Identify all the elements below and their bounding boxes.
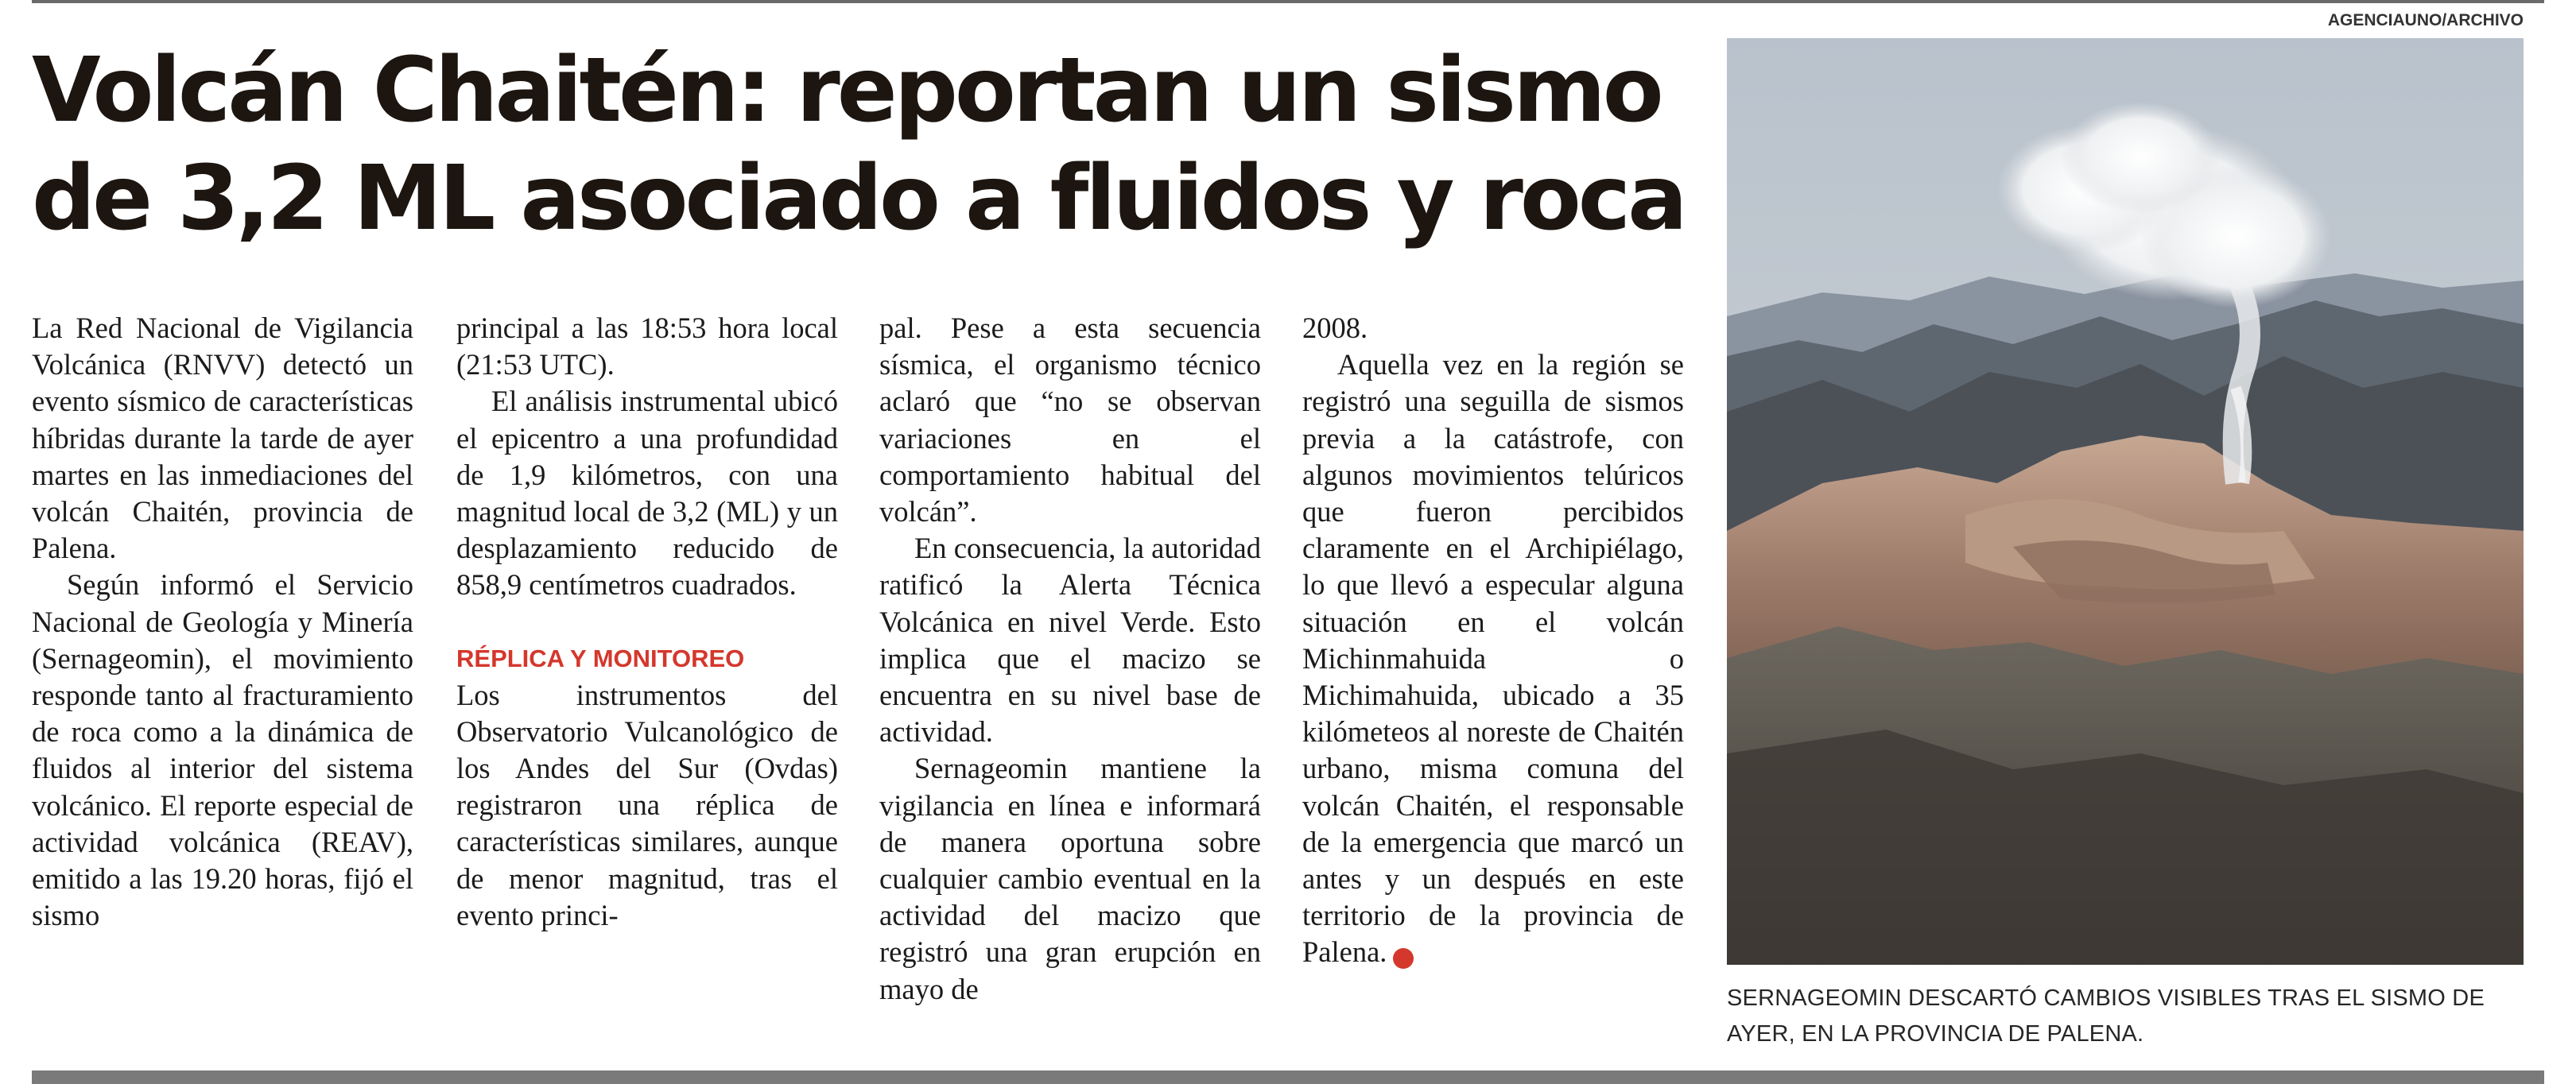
body-paragraph: 2008. (1302, 312, 1368, 344)
volcano-photo (1727, 38, 2524, 965)
body-column-3 (879, 310, 1261, 1065)
bottom-rule (32, 1070, 2544, 1084)
photo-caption: SERNAGEOMIN DESCARTÓ CAMBIOS VISIBLES TRAS EL SISMO DE AYER, EN LA PROVINCIA DE PALENA. (1727, 985, 2485, 1047)
body-paragraph: Según informó el Servicio Nacional de Geología y Minería (Sernageomin), el movimiento responde tanto al fracturamiento de roca como a la dinámica de fluidos al interior del sistema volcánico. El reporte especial de actividad volcánica (REAV), emitido a las 19.20 horas, fijó el sismo (32, 568, 413, 932)
body-column-4 (1302, 310, 1684, 1065)
body-paragraph: pal. Pese a esta secuencia sísmica, el organismo técnico aclaró que “no se observan variaciones en el comportamiento habitual del volcán”. (879, 312, 1261, 528)
body-paragraph: La Red Nacional de Vigilancia Volcánica (RNVV) detectó un evento sísmico de características híbridas durante la tarde de ayer martes en las inmediaciones del volcán Chaitén, provincia de Palena. (32, 312, 413, 565)
body-paragraph (1302, 346, 1684, 970)
body-paragraph: Los instrumentos del Observatorio Vulcanológico de los Andes del Sur (Ovdas) registraron una réplica de características similares, aunque de menor magnitud, tras el evento princi- (456, 678, 838, 931)
body-paragraph: principal a las 18:53 hora local (21:53 UTC). (456, 312, 838, 381)
end-of-article-icon: ✪ (1393, 948, 1414, 969)
body-paragraph-text: Aquella vez en la región se registró una seguilla de sismos previa a la catástrofe, con algunos movimientos telúricos que fueron percibidos claramente en el Archipiélago, lo que llevó a especular alguna situación en el volcán Michinmahuida o Michimahuida, ubicado a 35 kilómeteos al noreste de Chaitén urbano, misma comuna del volcán Chaitén, el responsable de la emergencia que marcó un antes y un después en este territorio de la provincia de Palena. (1302, 348, 1684, 969)
headline: Volcán Chaitén: reportan un sismo de 3,2 ML asociado a fluidos y roca (32, 39, 1685, 250)
body-column-2 (456, 310, 838, 1065)
body-paragraph: Sernageomin mantiene la vigilancia en línea e informará de manera oportuna sobre cualquier cambio eventual en la actividad del macizo que registró una gran erupción en mayo de (879, 752, 1261, 1005)
section-subhead: RÉPLICA Y MONITOREO (456, 644, 745, 672)
body-paragraph: En consecuencia, la autoridad ratificó la Alerta Técnica Volcánica en nivel Verde. Esto implica que el macizo se encuentra en su nivel base de actividad. (879, 532, 1261, 749)
photo-credit: AGENCIAUNO/ARCHIVO (2327, 11, 2524, 29)
body-paragraph: El análisis instrumental ubicó el epicentro a una profundidad de 1,9 kilómetros, con una magnitud local de 3,2 (ML) y un desplazamiento reducido de 858,9 centímetros cuadrados. (456, 385, 838, 602)
body-column-1 (32, 310, 413, 1065)
top-rule (32, 0, 2544, 3)
